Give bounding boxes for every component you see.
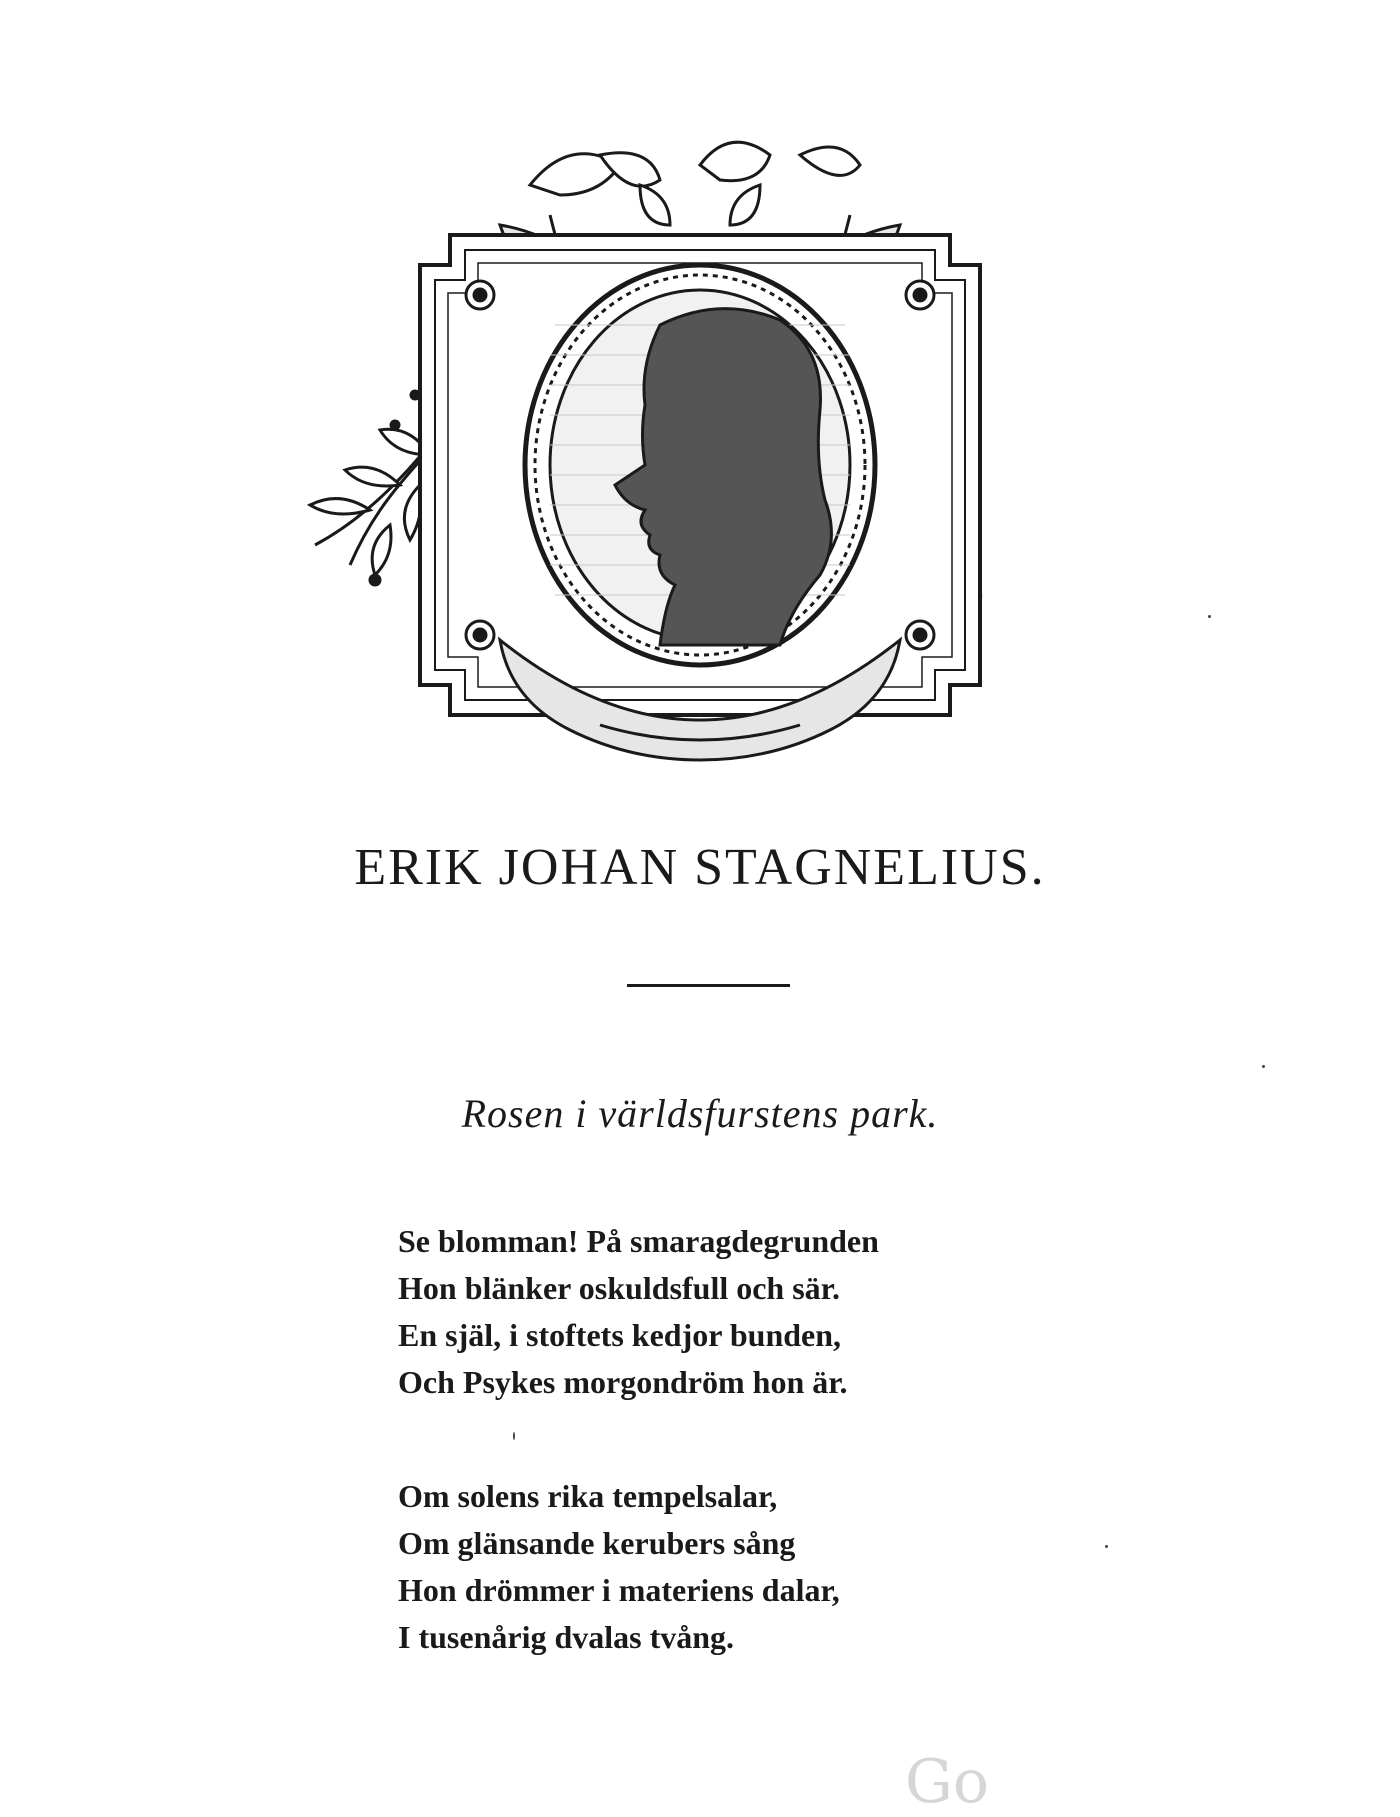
poem-stanza-1 <box>398 1218 1098 1406</box>
poem-line: En själ, i stoftets kedjor bunden, <box>398 1317 842 1353</box>
scan-speck <box>1208 615 1211 618</box>
poem-line: Hon blänker oskuldsfull och sär. <box>398 1270 840 1306</box>
scan-speck <box>513 1432 515 1440</box>
portrait-vignette-icon <box>300 125 1100 785</box>
poem-line: Hon drömmer i materiens dalar, <box>398 1572 840 1608</box>
poem-stanza-2 <box>398 1473 1098 1661</box>
author-heading: ERIK JOHAN STAGNELIUS. <box>354 839 1046 896</box>
poem-line: Om glänsande kerubers sång <box>398 1525 796 1561</box>
poem-line: Och Psykes morgondröm hon är. <box>398 1364 848 1400</box>
scan-speck <box>1105 1545 1108 1548</box>
divider-rule <box>627 984 790 987</box>
poem-line: Om solens rika tempelsalar, <box>398 1478 778 1514</box>
poem-title: Rosen i världsfurstens park. <box>461 1091 939 1136</box>
watermark: Go <box>905 1747 990 1817</box>
poem-line: Se blomman! På smaragdegrunden <box>398 1223 879 1259</box>
poem-line: I tusenårig dvalas tvång. <box>398 1619 735 1655</box>
scan-speck <box>1262 1065 1265 1068</box>
